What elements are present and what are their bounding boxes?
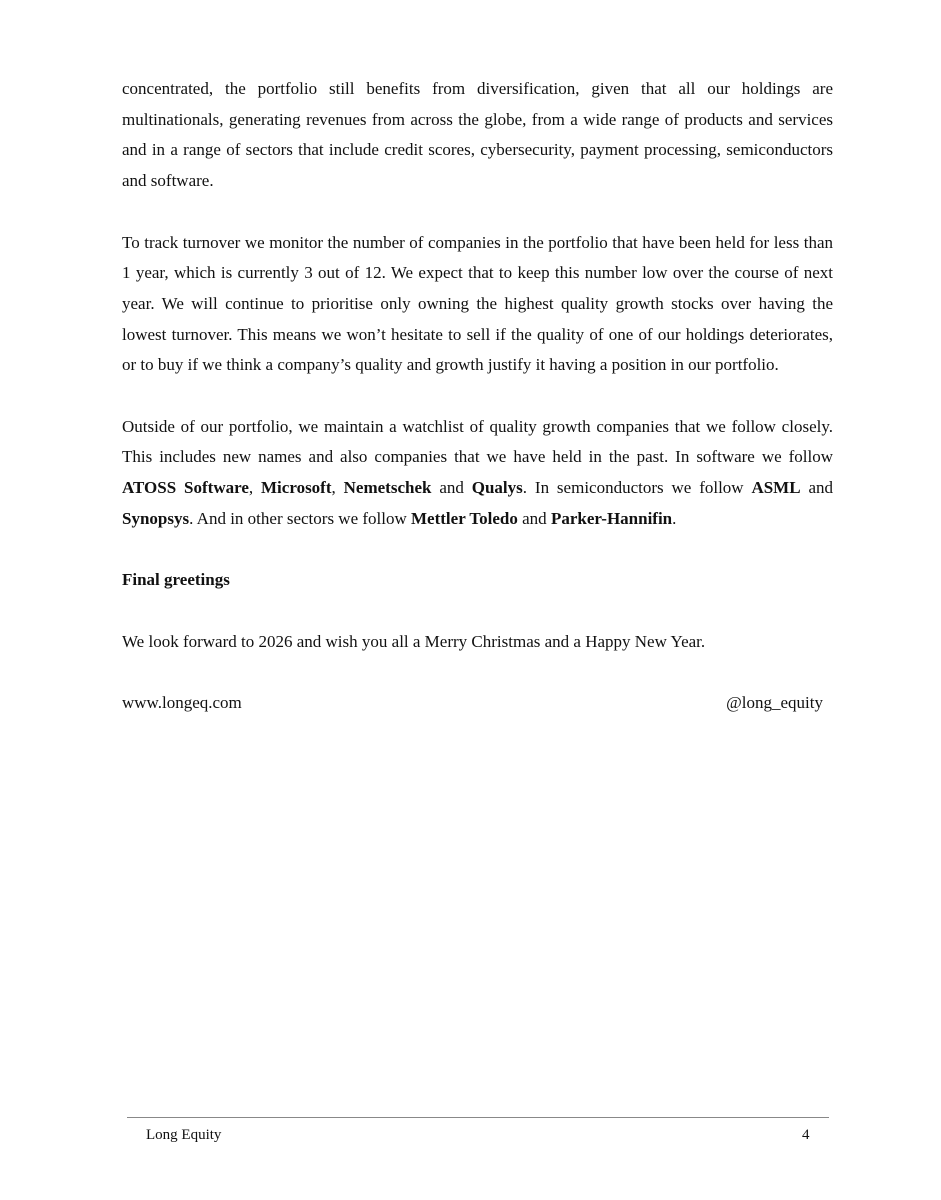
company-name: ASML: [751, 478, 801, 498]
section-heading: Final greetings: [122, 570, 230, 590]
paragraph-diversification: concentrated, the portfolio still benefits from diversification, given that all our holdings are multinationals, generating revenues from across the globe, from a wide range of products and services and in a range of sectors that include credit scores, cybersecurity, payment processing, semiconductors and software.: [122, 79, 833, 191]
paragraph-gap: [122, 381, 833, 412]
page-number: 4: [802, 1127, 810, 1143]
watchlist-text: . In semiconductors we follow: [522, 478, 752, 498]
company-name: Qualys: [471, 478, 523, 498]
paragraph-turnover: To track turnover we monitor the number of companies in the portfolio that have been held for less than 1 year, which is currently 3 out of 12. We expect that to keep this number low over the course of next year. We will continue to prioritise only owning the highest quality growth stocks over having the lowest turnover. This means we won’t hesitate to sell if the quality of one of our holdings deteriorates, or to buy if we think a company’s quality and growth justify it having a position in our portfolio.: [122, 232, 833, 375]
paragraph-watchlist: [122, 412, 833, 535]
paragraph-gap: [122, 197, 833, 228]
watchlist-text: Outside of our portfolio, we maintain a watchlist of quality growth companies that we follow closely. This includes new names and also companies that we have held in the past. In software we follow: [122, 416, 833, 467]
watchlist-text: ,: [331, 478, 344, 498]
paragraph-gap: [122, 657, 833, 688]
company-name: ATOSS Software: [122, 478, 249, 498]
page-content: [122, 74, 833, 719]
watchlist-text: and: [517, 508, 551, 528]
watchlist-text: ,: [248, 478, 262, 498]
footer-divider: [127, 1117, 829, 1118]
company-name: Nemetschek: [343, 478, 432, 498]
watchlist-text: and: [800, 478, 833, 498]
website-link[interactable]: www.longeq.com: [122, 692, 242, 712]
paragraph-greetings: We look forward to 2026 and wish you all a Merry Christmas and a Happy New Year.: [122, 631, 706, 651]
footer-company: Long Equity: [146, 1127, 222, 1143]
contact-links: [122, 688, 833, 719]
paragraph-gap: [122, 596, 833, 627]
company-name: Parker-Hannifin: [550, 508, 673, 528]
social-handle-link[interactable]: @long_equity: [726, 692, 823, 712]
watchlist-text: .: [672, 508, 677, 528]
paragraph-gap: [122, 535, 833, 566]
company-name: Synopsys: [122, 508, 190, 528]
company-name: Mettler Toledo: [411, 508, 518, 528]
watchlist-text: . And in other sectors we follow: [189, 508, 412, 528]
company-name: Microsoft: [261, 478, 332, 498]
watchlist-text: and: [431, 478, 472, 498]
